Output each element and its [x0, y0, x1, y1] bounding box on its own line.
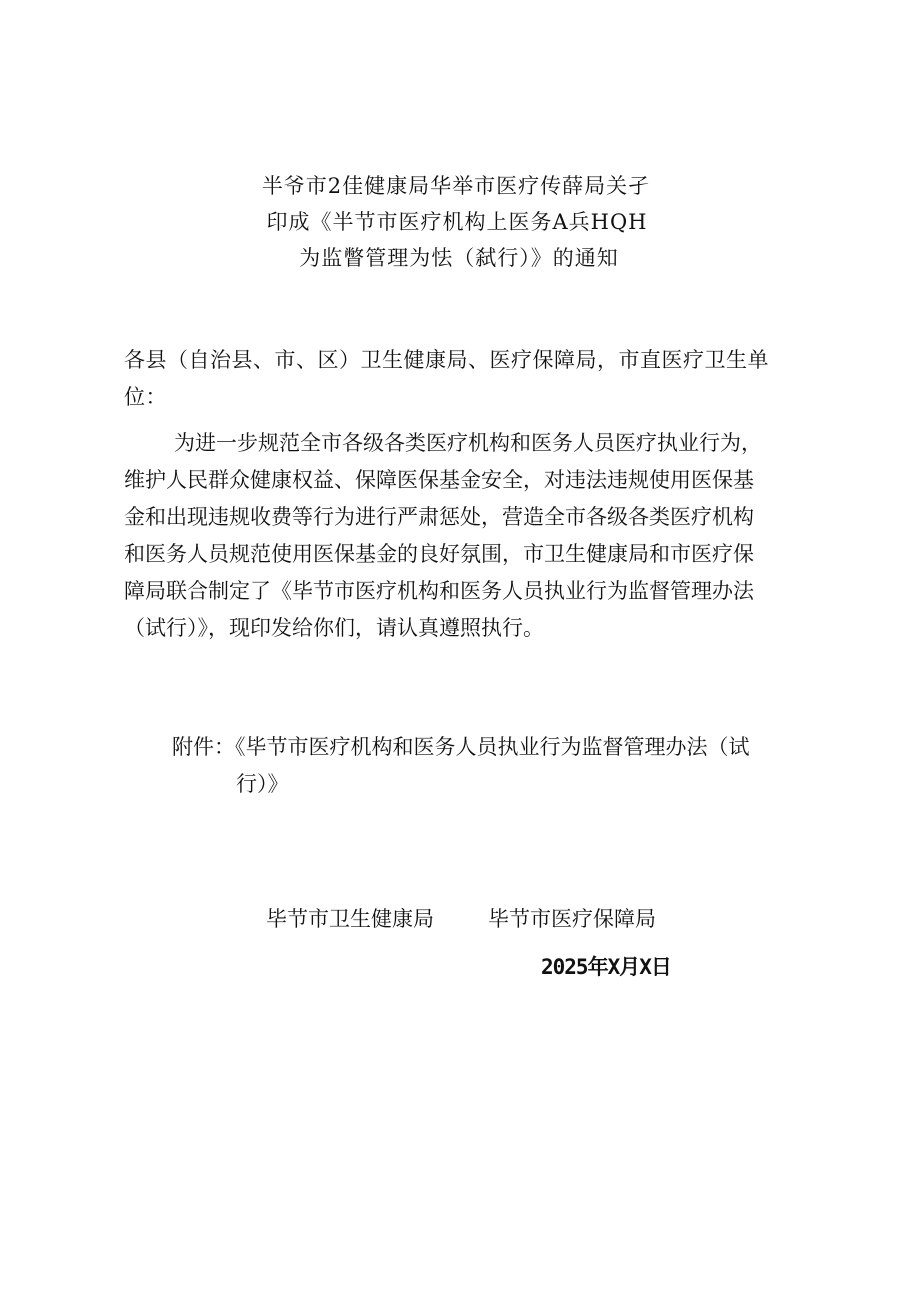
attachment-note [172, 729, 822, 803]
body-line: 和医务人员规范使用医保基金的良好氛围，市卫生健康局和市医疗保 [124, 542, 754, 566]
signature-org-medical-security: 毕节市医疗保障局 [488, 907, 656, 931]
addressee [124, 342, 814, 416]
addressee-line-1: 各县（自治县、市、区）卫生健康局、医疗保障局，市直医疗卫生单 [124, 348, 769, 372]
body-line: 障局联合制定了《毕节市医疗机构和医务人员执业行为监督管理办法 [124, 579, 754, 603]
attachment-line-2: 行）》 [236, 772, 289, 796]
addressee-line-2: 位： [124, 385, 167, 409]
title-line-3: 为监瞥管理为怯（弑行）》的通知 [299, 246, 619, 270]
body-paragraph [124, 425, 814, 647]
issue-date: 2025年X月X日 [541, 955, 671, 979]
body-line: （试行）》，现印发给你们，请认真遵照执行。 [124, 616, 544, 640]
signature-org-health: 毕节市卫生健康局 [266, 907, 434, 931]
signature-block [266, 902, 656, 936]
title-line-2: 印成《半节市医疗机构上医务A兵HQH [266, 210, 648, 234]
body-line: 维护人民群众健康权益、保障医保基金安全，对违法违规使用医保基 [124, 468, 754, 492]
body-line: 为进一步规范全市各级各类医疗机构和医务人员医疗执业行为， [174, 431, 762, 455]
body-line: 金和出现违规收费等行为进行严肃惩处，营造全市各级各类医疗机构 [124, 505, 754, 529]
attachment-line-1: 附件：《毕节市医疗机构和医务人员执业行为监督管理办法（试 [172, 735, 750, 759]
document-title [0, 168, 920, 276]
title-line-1: 半爷市2佳健康局华举市医疗传薛局关孑 [261, 174, 651, 198]
